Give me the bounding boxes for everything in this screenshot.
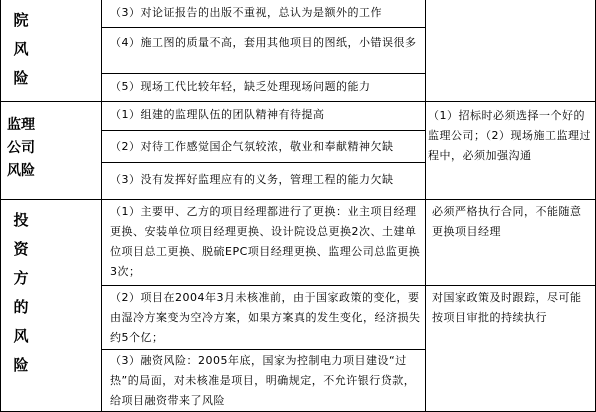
row-divider bbox=[101, 349, 425, 350]
section-divider bbox=[0, 101, 596, 102]
risk-item: （1）组建的监理队伍的团队精神有待提高 bbox=[110, 108, 325, 121]
row-divider bbox=[101, 285, 596, 286]
risk-item: （1）主要甲、乙方的项目经理都进行了更换：业主项目经理更换、安装单位项目经理更换、设计院设总更换2次、土建单位项目总工更换、脱硫EPC项目经理更换、监理公司总监更换3次； bbox=[110, 205, 421, 278]
label-char: 险 bbox=[13, 69, 29, 87]
label-char: 投 bbox=[13, 211, 29, 229]
risk-item: （3）融资风险：2005年底，国家为控制电力项目建设“过热”的局面，对未核准是项目，明确规定，不允许银行贷款，给项目融资带来了风险 bbox=[110, 354, 416, 407]
countermeasure: （1）招标时必须选择一个好的监理公司；（2）现场施工监理过程中，必须加强沟通 bbox=[428, 109, 591, 162]
section-divider bbox=[0, 199, 596, 200]
risk-item: （3）对论证报告的出版不重视，总认为是额外的工作 bbox=[110, 6, 382, 19]
label-char: 风险 bbox=[7, 163, 35, 179]
label-char: 风 bbox=[13, 40, 29, 58]
column-divider-1 bbox=[101, 0, 102, 412]
row-divider bbox=[101, 130, 425, 131]
category-label-supervision bbox=[1, 114, 41, 183]
column-divider-2 bbox=[425, 0, 426, 412]
risk-item: （5）现场工代比较年轻，缺乏处理现场问题的能力 bbox=[110, 80, 371, 93]
row-divider bbox=[101, 27, 425, 28]
label-char: 方 bbox=[13, 269, 29, 287]
label-char: 险 bbox=[13, 356, 29, 374]
countermeasure: 对国家政策及时跟踪，尽可能按项目审批的持续执行 bbox=[432, 291, 582, 324]
label-char: 监理 bbox=[7, 117, 35, 133]
risk-item: （4）施工图的质量不高，套用其他项目的图纸，小错误很多 bbox=[110, 36, 417, 49]
risk-item: （3）没有发挥好监理应有的义务，管理工程的能力欠缺 bbox=[110, 173, 394, 186]
row-divider bbox=[101, 162, 425, 163]
label-char: 公司 bbox=[7, 140, 35, 156]
label-char: 风 bbox=[13, 327, 29, 345]
risk-item: （2）对待工作感觉国企气氛较浓，敬业和奉献精神欠缺 bbox=[110, 140, 394, 153]
category-label-design-institute bbox=[1, 6, 41, 93]
label-char: 的 bbox=[13, 298, 29, 316]
label-char: 院 bbox=[13, 11, 29, 29]
risk-item: （2）项目在2004年3月未核准前，由于国家政策的变化，要由湿冷方案变为空冷方案，如果方案真的发生变化，经济损失约5个亿； bbox=[110, 291, 421, 344]
label-char: 资 bbox=[13, 240, 29, 258]
category-label-investor bbox=[1, 206, 41, 380]
row-divider bbox=[101, 73, 425, 74]
countermeasure: 必须严格执行合同，不能随意更换项目经理 bbox=[432, 205, 582, 238]
